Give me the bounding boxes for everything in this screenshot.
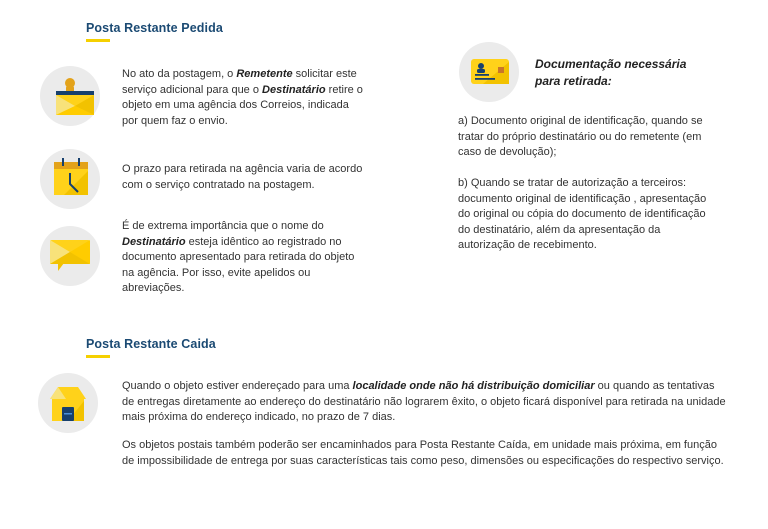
documentation-item-b (458, 176, 720, 254)
text-part: retire o objeto em uma agência dos Correios, indicada por quem faz o envio. (122, 83, 363, 127)
title-underline (86, 355, 110, 358)
emphasis-destinatario: Destinatário (122, 235, 186, 248)
text-part: esteja idêntico ao registrado no documento apresentado para retirada do objeto na agência. Por isso, evite apelidos ou abreviações. (122, 235, 355, 295)
documentation-title-line2: para retirada: (535, 74, 612, 88)
section-title-text: Posta Restante Caida (86, 337, 216, 351)
documentation-title-line1: Documentação necessária (535, 57, 687, 71)
emphasis-localidade: localidade onde não há distribuição domiciliar (352, 380, 595, 392)
text-part: b) Quando se tratar de autorização a terceiros: documento original de identificação , apresentação do original ou cópia do documento de identificação do destinatário, além da apresentação da autorização de recebimento. (458, 177, 707, 252)
item-remetente-text (122, 67, 367, 129)
text-part: É de extrema importância que o nome do (122, 220, 324, 232)
caida-paragraph-1 (122, 379, 727, 426)
documentation-title (535, 56, 686, 90)
emphasis-remetente: Remetente (236, 68, 293, 80)
text-part: Os objetos postais também poderão ser encaminhados para Posta Restante Caída, em unidade mais próxima, em função de impossibilidade de entrega por suas características tais como peso, dimensões ou especificações do respectivo serviço. (122, 439, 724, 467)
text-part: solicitar este serviço adicional para que o (122, 68, 357, 96)
section-title-text: Posta Restante Pedida (86, 21, 223, 35)
text-part: a) Documento original de identificação, quando se tratar do próprio destinatário ou do remetente (em caso de devolução); (458, 115, 703, 159)
text-part: Quando o objeto estiver endereçado para uma (122, 380, 353, 392)
text-part: ou quando as tentativas de entregas diretamente ao endereço do destinatário não lograrem êxito, o objeto ficará disponível para retirada na unidade mais próxima do endereço indicado, no prazo de 7 dias. (122, 380, 726, 424)
text-part: O prazo para retirada na agência varia de acordo com o serviço contratado na postagem. (122, 163, 363, 191)
item-prazo-text (122, 162, 382, 193)
section-title-posta-restante-caida (86, 337, 216, 351)
item-nome-text (122, 219, 367, 297)
speech-bubble-icon (40, 226, 100, 286)
section-title-posta-restante-pedida (86, 21, 223, 35)
documentation-item-a (458, 114, 720, 161)
caida-paragraph-2 (122, 438, 727, 469)
id-card-icon (459, 42, 519, 102)
text-part: No ato da postagem, o (122, 68, 237, 80)
emphasis-destinatario: Destinatário (262, 83, 326, 96)
title-underline (86, 39, 110, 42)
envelope-person-icon (40, 66, 100, 126)
house-icon (38, 373, 98, 433)
calendar-clock-icon (40, 149, 100, 209)
